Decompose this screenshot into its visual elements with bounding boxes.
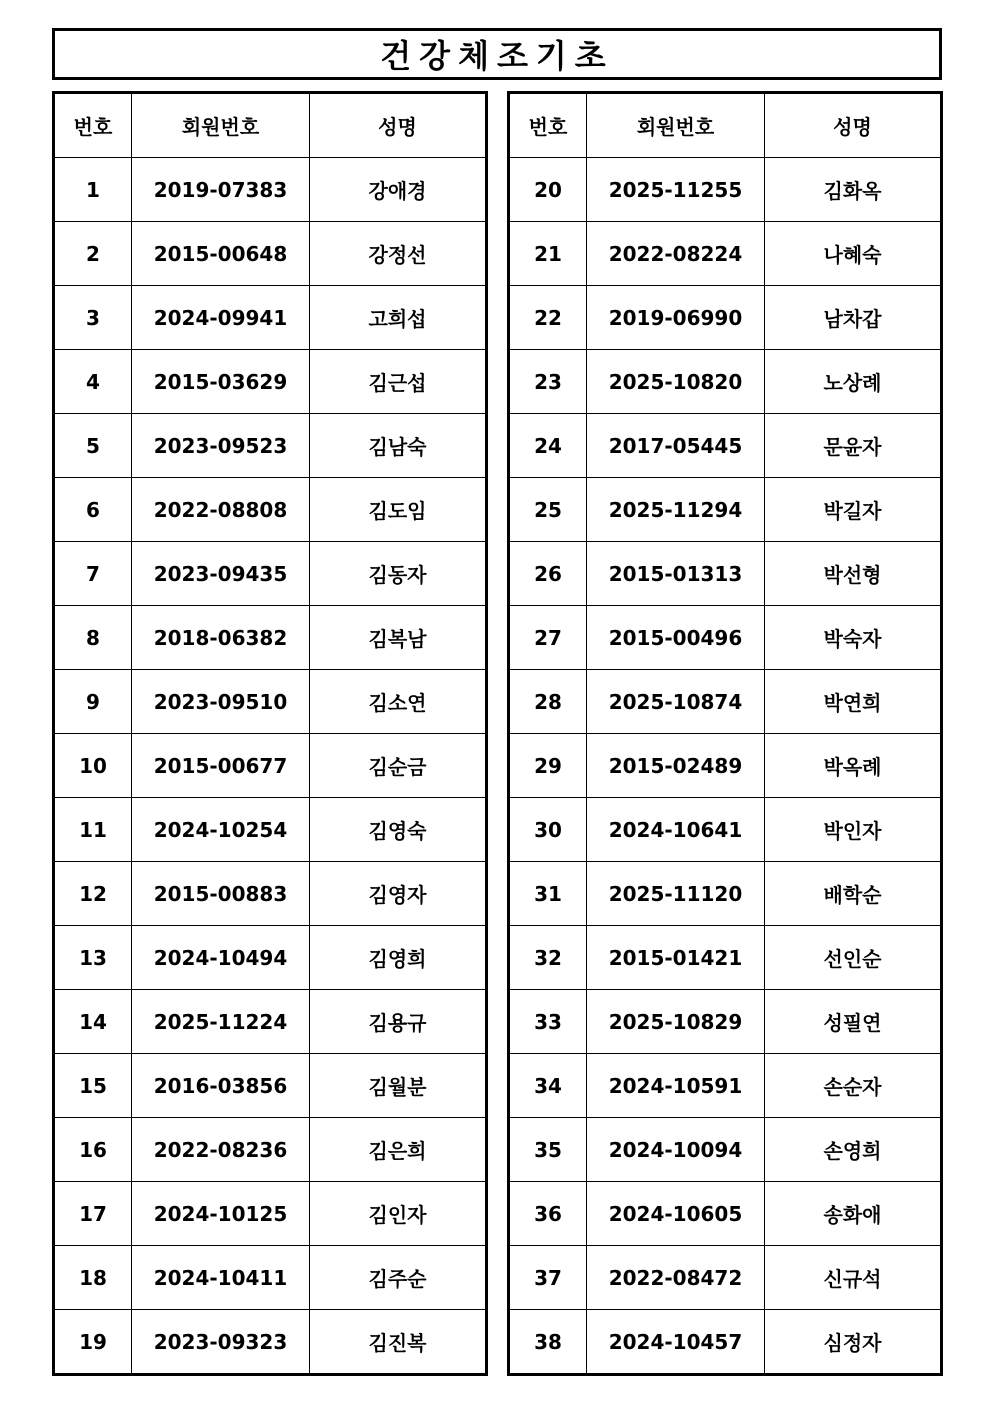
- cell-name: 강정선: [310, 222, 487, 286]
- table-row: [509, 222, 942, 286]
- cell-member-id: 2022-08472: [587, 1246, 765, 1310]
- cell-number: 25: [509, 478, 587, 542]
- table-row: [54, 1246, 487, 1310]
- cell-member-id: 2024-10591: [587, 1054, 765, 1118]
- cell-number: 21: [509, 222, 587, 286]
- header-name: 성명: [310, 93, 487, 158]
- cell-member-id: 2019-07383: [132, 158, 310, 222]
- cell-name: 선인순: [765, 926, 942, 990]
- header-member-id: 회원번호: [132, 93, 310, 158]
- cell-name: 김인자: [310, 1182, 487, 1246]
- table-row: [509, 1310, 942, 1375]
- cell-number: 24: [509, 414, 587, 478]
- cell-number: 38: [509, 1310, 587, 1375]
- cell-number: 13: [54, 926, 132, 990]
- cell-name: 김복남: [310, 606, 487, 670]
- table-row: [54, 414, 487, 478]
- header-number: 번호: [509, 93, 587, 158]
- table-row: [54, 798, 487, 862]
- cell-member-id: 2015-00883: [132, 862, 310, 926]
- table-row: [509, 798, 942, 862]
- title-box: [52, 28, 942, 80]
- cell-name: 박옥례: [765, 734, 942, 798]
- page-title: 건강체조기초: [380, 37, 614, 75]
- cell-member-id: 2023-09523: [132, 414, 310, 478]
- table-row: [54, 542, 487, 606]
- cell-name: 김도임: [310, 478, 487, 542]
- cell-member-id: 2015-00496: [587, 606, 765, 670]
- table-row: [509, 606, 942, 670]
- table-row: [509, 670, 942, 734]
- cell-member-id: 2016-03856: [132, 1054, 310, 1118]
- table-row: [509, 478, 942, 542]
- table-row: [509, 1182, 942, 1246]
- table-row: [509, 1118, 942, 1182]
- cell-member-id: 2023-09510: [132, 670, 310, 734]
- cell-member-id: 2022-08224: [587, 222, 765, 286]
- cell-member-id: 2015-01313: [587, 542, 765, 606]
- cell-number: 4: [54, 350, 132, 414]
- table-row: [509, 350, 942, 414]
- cell-member-id: 2022-08236: [132, 1118, 310, 1182]
- table-row: [54, 926, 487, 990]
- cell-number: 8: [54, 606, 132, 670]
- table-row: [509, 414, 942, 478]
- table-row: [54, 350, 487, 414]
- cell-member-id: 2025-10820: [587, 350, 765, 414]
- cell-name: 문윤자: [765, 414, 942, 478]
- cell-number: 18: [54, 1246, 132, 1310]
- cell-number: 15: [54, 1054, 132, 1118]
- cell-name: 박연희: [765, 670, 942, 734]
- cell-member-id: 2024-10641: [587, 798, 765, 862]
- cell-name: 김소연: [310, 670, 487, 734]
- cell-member-id: 2025-11224: [132, 990, 310, 1054]
- cell-name: 김주순: [310, 1246, 487, 1310]
- cell-member-id: 2025-10829: [587, 990, 765, 1054]
- cell-name: 김은희: [310, 1118, 487, 1182]
- cell-number: 36: [509, 1182, 587, 1246]
- cell-name: 김용규: [310, 990, 487, 1054]
- table-row: [54, 286, 487, 350]
- table-row: [509, 1054, 942, 1118]
- table-row: [54, 670, 487, 734]
- cell-member-id: 2023-09435: [132, 542, 310, 606]
- cell-name: 김남숙: [310, 414, 487, 478]
- table-row: [54, 478, 487, 542]
- cell-name: 김근섭: [310, 350, 487, 414]
- header-row: [509, 93, 942, 158]
- cell-number: 6: [54, 478, 132, 542]
- table-row: [54, 1118, 487, 1182]
- table-row: [509, 734, 942, 798]
- cell-member-id: 2023-09323: [132, 1310, 310, 1375]
- cell-number: 10: [54, 734, 132, 798]
- table-row: [54, 734, 487, 798]
- table-row: [509, 542, 942, 606]
- table-row: [54, 1182, 487, 1246]
- cell-number: 37: [509, 1246, 587, 1310]
- cell-name: 김영숙: [310, 798, 487, 862]
- roster-table-right: [507, 91, 943, 1376]
- cell-name: 김진복: [310, 1310, 487, 1375]
- cell-name: 김월분: [310, 1054, 487, 1118]
- cell-number: 11: [54, 798, 132, 862]
- cell-name: 나혜숙: [765, 222, 942, 286]
- cell-name: 고희섭: [310, 286, 487, 350]
- cell-number: 23: [509, 350, 587, 414]
- cell-member-id: 2024-10411: [132, 1246, 310, 1310]
- cell-member-id: 2022-08808: [132, 478, 310, 542]
- table-row: [54, 1310, 487, 1375]
- cell-number: 20: [509, 158, 587, 222]
- table-row: [54, 158, 487, 222]
- cell-number: 33: [509, 990, 587, 1054]
- cell-number: 3: [54, 286, 132, 350]
- header-number: 번호: [54, 93, 132, 158]
- cell-number: 14: [54, 990, 132, 1054]
- cell-member-id: 2024-10094: [587, 1118, 765, 1182]
- cell-member-id: 2024-10254: [132, 798, 310, 862]
- cell-name: 김영자: [310, 862, 487, 926]
- table-row: [54, 862, 487, 926]
- table-row: [509, 990, 942, 1054]
- roster-table-left: [52, 91, 488, 1376]
- cell-name: 손영희: [765, 1118, 942, 1182]
- cell-member-id: 2015-01421: [587, 926, 765, 990]
- header-member-id: 회원번호: [587, 93, 765, 158]
- cell-number: 16: [54, 1118, 132, 1182]
- cell-number: 7: [54, 542, 132, 606]
- cell-number: 29: [509, 734, 587, 798]
- table-row: [54, 606, 487, 670]
- header-row: [54, 93, 487, 158]
- table-row: [509, 862, 942, 926]
- cell-name: 신규석: [765, 1246, 942, 1310]
- table-row: [54, 1054, 487, 1118]
- cell-name: 성필연: [765, 990, 942, 1054]
- cell-name: 박길자: [765, 478, 942, 542]
- table-row: [509, 926, 942, 990]
- cell-member-id: 2025-11255: [587, 158, 765, 222]
- cell-name: 심정자: [765, 1310, 942, 1375]
- cell-member-id: 2025-10874: [587, 670, 765, 734]
- cell-name: 김영희: [310, 926, 487, 990]
- cell-name: 김동자: [310, 542, 487, 606]
- cell-number: 9: [54, 670, 132, 734]
- cell-number: 27: [509, 606, 587, 670]
- cell-number: 34: [509, 1054, 587, 1118]
- cell-member-id: 2019-06990: [587, 286, 765, 350]
- cell-number: 31: [509, 862, 587, 926]
- cell-member-id: 2015-02489: [587, 734, 765, 798]
- cell-member-id: 2024-10494: [132, 926, 310, 990]
- cell-member-id: 2025-11120: [587, 862, 765, 926]
- cell-number: 5: [54, 414, 132, 478]
- cell-member-id: 2024-09941: [132, 286, 310, 350]
- cell-name: 강애경: [310, 158, 487, 222]
- cell-number: 1: [54, 158, 132, 222]
- table-row: [54, 222, 487, 286]
- cell-name: 배학순: [765, 862, 942, 926]
- header-name: 성명: [765, 93, 942, 158]
- cell-member-id: 2015-00677: [132, 734, 310, 798]
- cell-member-id: 2024-10125: [132, 1182, 310, 1246]
- cell-member-id: 2025-11294: [587, 478, 765, 542]
- cell-name: 송화애: [765, 1182, 942, 1246]
- table-row: [509, 1246, 942, 1310]
- table-row: [509, 286, 942, 350]
- cell-number: 28: [509, 670, 587, 734]
- cell-number: 32: [509, 926, 587, 990]
- cell-name: 노상례: [765, 350, 942, 414]
- cell-number: 17: [54, 1182, 132, 1246]
- cell-number: 12: [54, 862, 132, 926]
- cell-number: 26: [509, 542, 587, 606]
- cell-name: 박숙자: [765, 606, 942, 670]
- cell-member-id: 2024-10605: [587, 1182, 765, 1246]
- table-row: [509, 158, 942, 222]
- cell-name: 남차갑: [765, 286, 942, 350]
- cell-name: 박선형: [765, 542, 942, 606]
- cell-member-id: 2017-05445: [587, 414, 765, 478]
- cell-name: 김화옥: [765, 158, 942, 222]
- cell-member-id: 2015-00648: [132, 222, 310, 286]
- cell-member-id: 2015-03629: [132, 350, 310, 414]
- table-row: [54, 990, 487, 1054]
- cell-number: 22: [509, 286, 587, 350]
- cell-name: 손순자: [765, 1054, 942, 1118]
- cell-number: 19: [54, 1310, 132, 1375]
- cell-number: 35: [509, 1118, 587, 1182]
- cell-member-id: 2024-10457: [587, 1310, 765, 1375]
- cell-name: 김순금: [310, 734, 487, 798]
- cell-name: 박인자: [765, 798, 942, 862]
- cell-member-id: 2018-06382: [132, 606, 310, 670]
- cell-number: 30: [509, 798, 587, 862]
- cell-number: 2: [54, 222, 132, 286]
